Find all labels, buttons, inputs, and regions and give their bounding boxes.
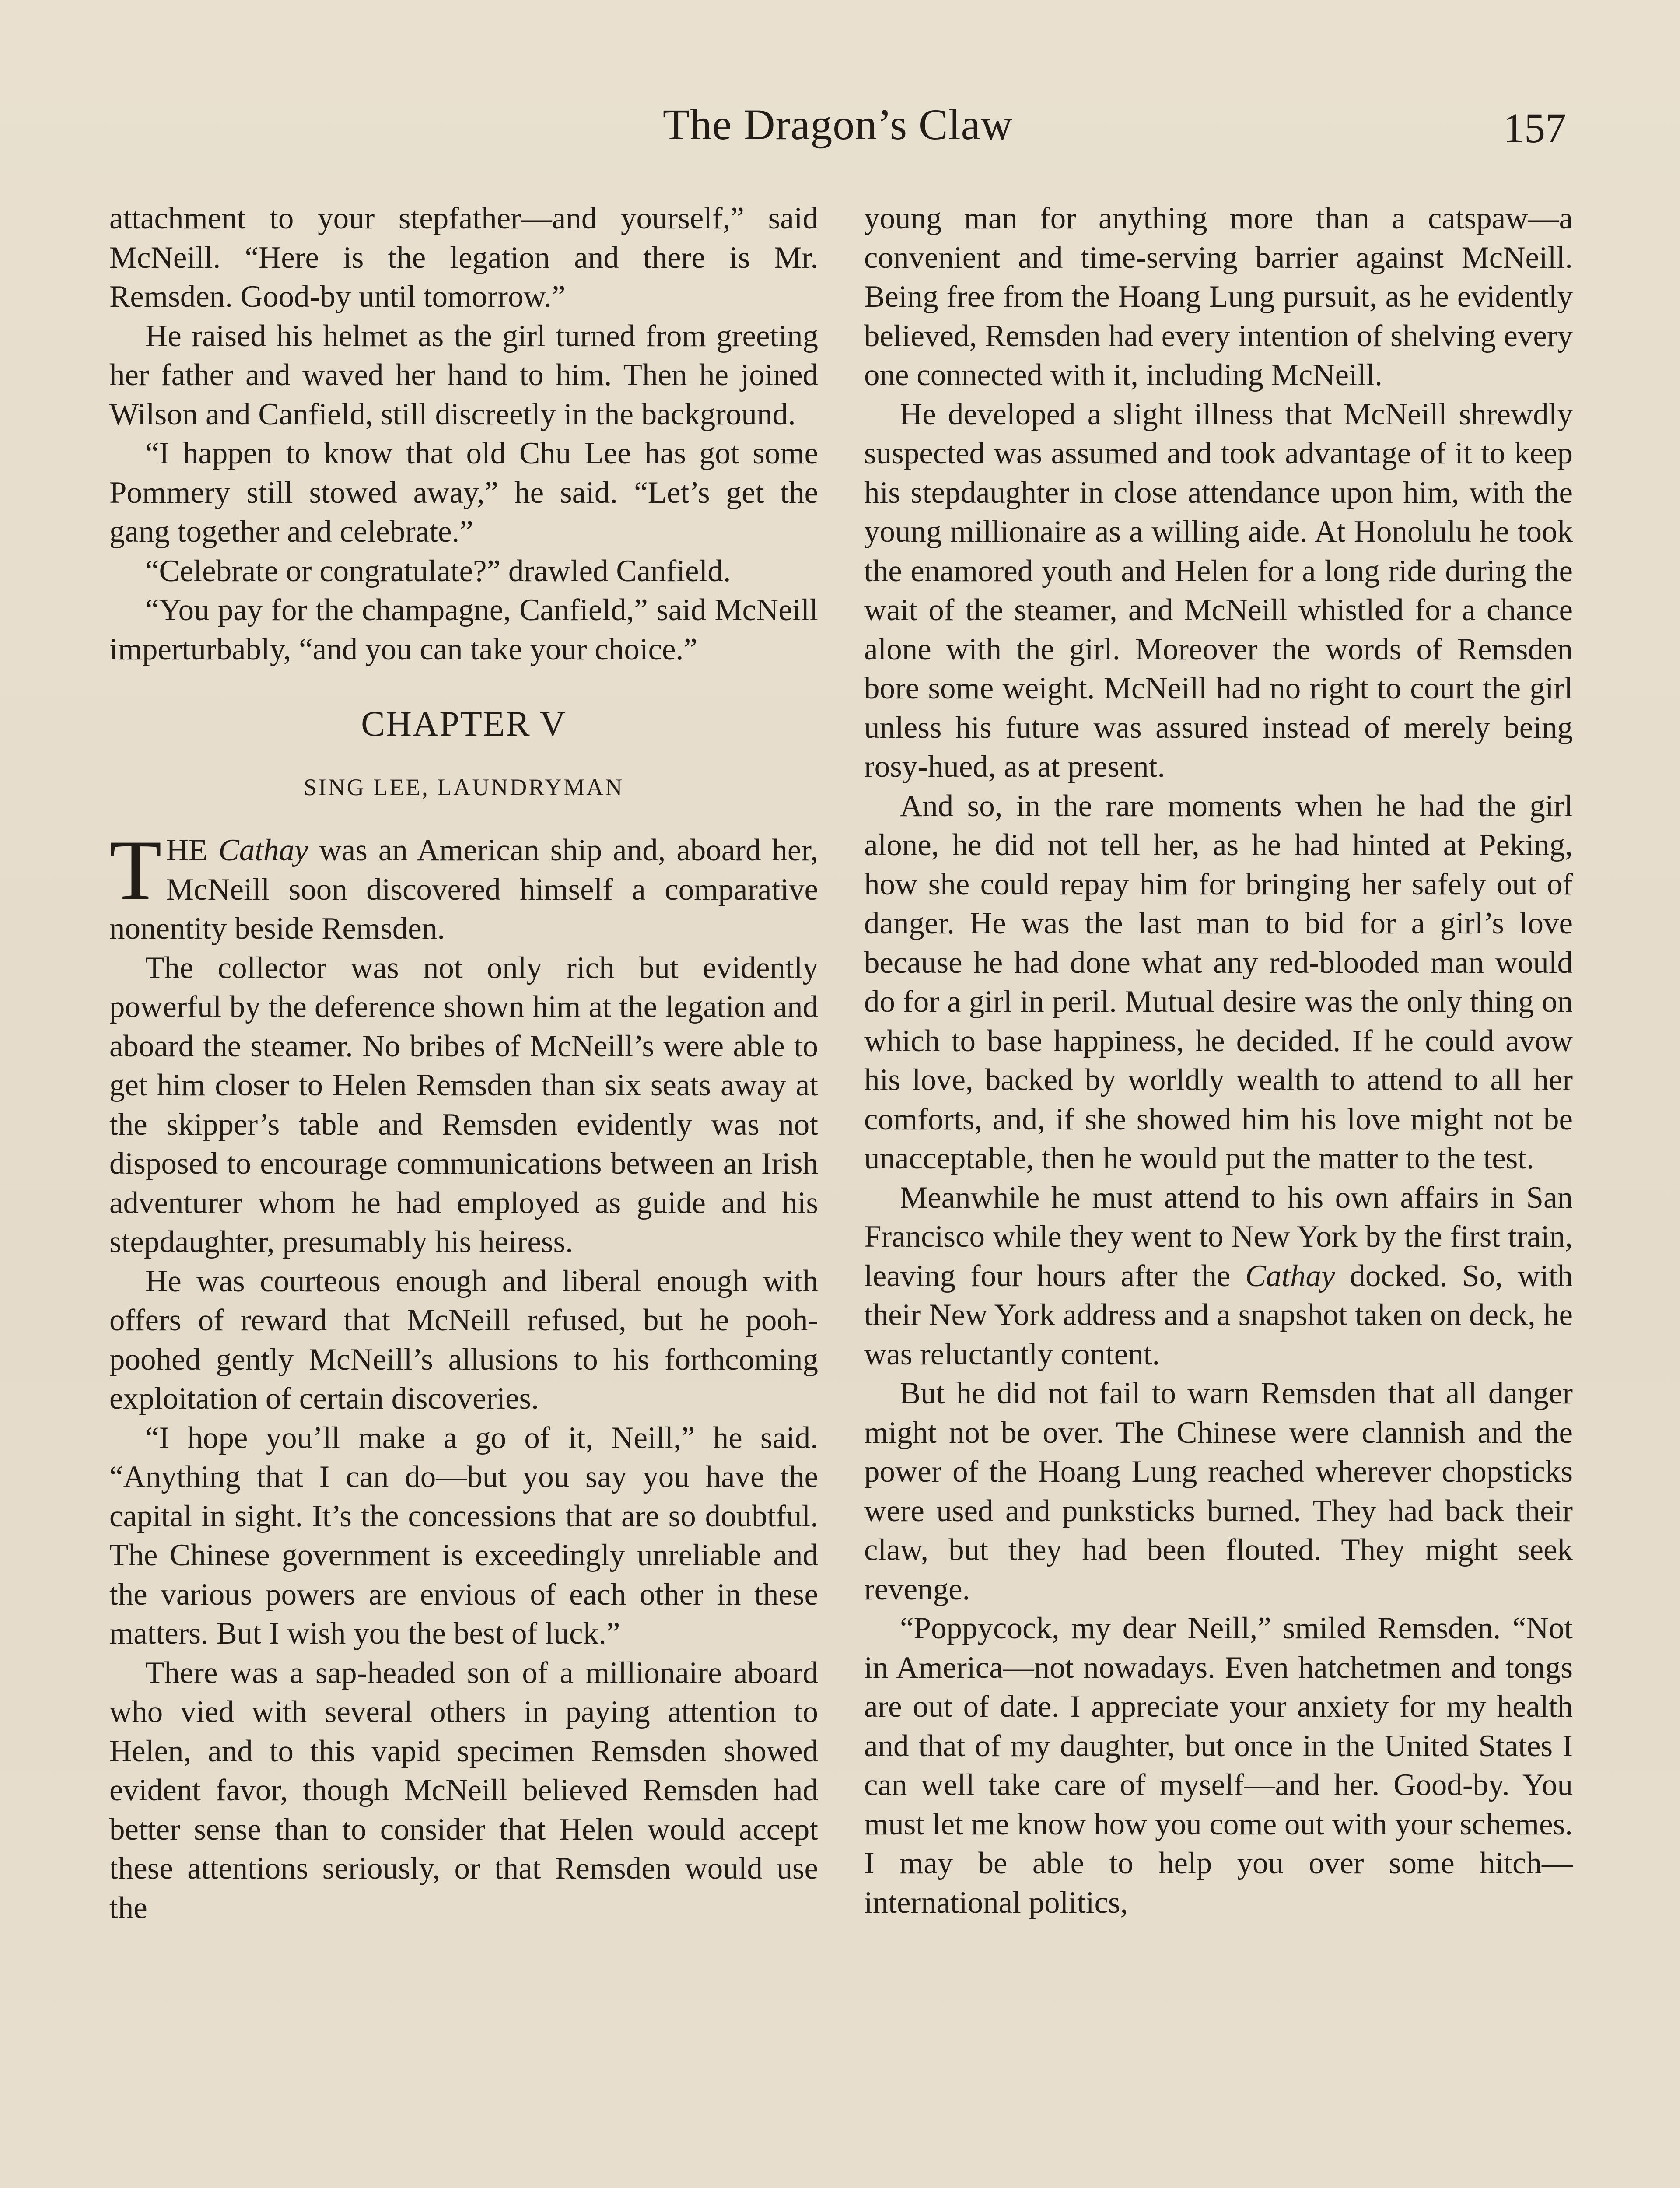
paragraph: The collector was not only rich but evidently powerful by the deference shown him at the legation and aboard the steamer. No bribes of McNeill’s were able to get him closer to Helen Remsden than six seats away at the skipper’s table and Remsden evidently was not disposed to encourage communications between an Irish adventurer whom he had employed as guide and his stepdaughter, presumably his heiress. [109, 950, 818, 1259]
paragraph: “You pay for the champagne, Canfield,” said McNeill imperturbably, “and you can take your choice.” [109, 593, 818, 666]
chapter-subtitle: SING LEE, LAUNDRYMAN [303, 774, 624, 800]
opening-lead: HE [166, 833, 219, 867]
paragraph: He raised his helmet as the girl turned from greeting her father and waved her hand to him. Then he joined Wilson and Canfield, still discreetly in the background. [109, 319, 818, 431]
left-column [109, 199, 818, 1928]
drop-cap: T [109, 823, 162, 918]
paragraph: He was courteous enough and liberal enough with offers of reward that McNeill refused, but he pooh-poohed gently McNeill’s allusions to his forthcoming exploitation of certain discoveries. [109, 1264, 818, 1416]
running-title: The Dragon’s Claw [662, 100, 1013, 149]
paragraph-lead: Meanwhile he must attend to his own affairs in San Francisco while they went to New York by the first train, leaving four hours after the [864, 1180, 1573, 1293]
paragraph [864, 1178, 1573, 1375]
right-column [864, 199, 1573, 1922]
opening-rest: was an American ship and, aboard her, McNeill soon discovered himself a comparative nonentity beside Remsden. [109, 833, 818, 946]
paragraph: young man for anything more than a catspaw—a convenient and time-serving barrier against McNeill. Being free from the Hoang Lung pursuit, as he evidently believed, Remsden had every intention of shelving every one connected with it, including McNeill. [864, 201, 1573, 392]
paragraph-rest: docked. So, with their New York address and a snapshot taken on deck, he was reluctantly content. [864, 1259, 1573, 1371]
paragraph: “I hope you’ll make a go of it, Neill,” he said. “Anything that I can do—but you say you have the capital in sight. It’s the concessions that are so doubtful. The Chinese government is exceedingly unreliable and the various powers are envious of each other in these matters. But I wish you the best of luck.” [109, 1420, 818, 1651]
running-header [109, 92, 1566, 158]
chapter-heading: CHAPTER V [361, 704, 567, 743]
paragraph: There was a sap-headed son of a millionaire aboard who vied with several others in paying attention to Helen, and to this vapid specimen Remsden showed evident favor, though McNeill believed Remsden had better sense than to consider that Helen would accept these attentions seriously, or that Remsden would use the [109, 1655, 818, 1925]
paragraph: attachment to your stepfather—and yourself,” said McNeill. “Here is the legation and there is Mr. Remsden. Good-by until tomorrow.” [109, 201, 818, 314]
chapter-opening-paragraph [109, 823, 818, 949]
paragraph: “Poppycock, my dear Neill,” smiled Remsden. “Not in America—not nowadays. Even hatchetmen and tongs are out of date. I appreciate your anxiety for my health and that of my daughter, but once in the United States I can well take care of myself—and her. Good-by. You must let me know how you come out with your schemes. I may be able to help you over some hitch—international politics, [864, 1611, 1573, 1920]
ship-name: Cathay [218, 833, 308, 867]
paragraph: “I happen to know that old Chu Lee has got some Pommery still stowed away,” he said. “Let’s get the gang together and celebrate.” [109, 436, 818, 549]
paragraph: “Celebrate or congratulate?” drawled Canfield. [145, 554, 731, 588]
page-number: 157 [1503, 105, 1566, 151]
paragraph: But he did not fail to warn Remsden that all danger might not be over. The Chinese were clannish and the power of the Hoang Lung reached wherever chopsticks were used and punksticks burned. They had back their claw, but they had been flouted. They might seek revenge. [864, 1376, 1573, 1606]
paragraph: He developed a slight illness that McNeill shrewdly suspected was assumed and took advantage of it to keep his stepdaughter in close attendance upon him, with the young millionaire as a willing aide. At Honolulu he took the enamored youth and Helen for a long ride during the wait of the steamer, and McNeill whistled for a chance alone with the girl. Moreover the words of Remsden bore some weight. McNeill had no right to court the girl unless his future was assured instead of merely being rosy-hued, as at present. [864, 397, 1573, 784]
ship-name: Cathay [1245, 1259, 1335, 1293]
paragraph: And so, in the rare moments when he had the girl alone, he did not tell her, as he had hinted at Peking, how she could repay him for bringing her safely out of danger. He was the last man to bid for a girl’s love because he had done what any red-blooded man would do for a girl in peril. Mutual desire was the only thing on which to base happiness, he decided. If he could avow his love, backed by worldly wealth to attend to all her comforts, and, if she showed him his love might not be unacceptable, then he would put the matter to the test. [864, 789, 1573, 1175]
